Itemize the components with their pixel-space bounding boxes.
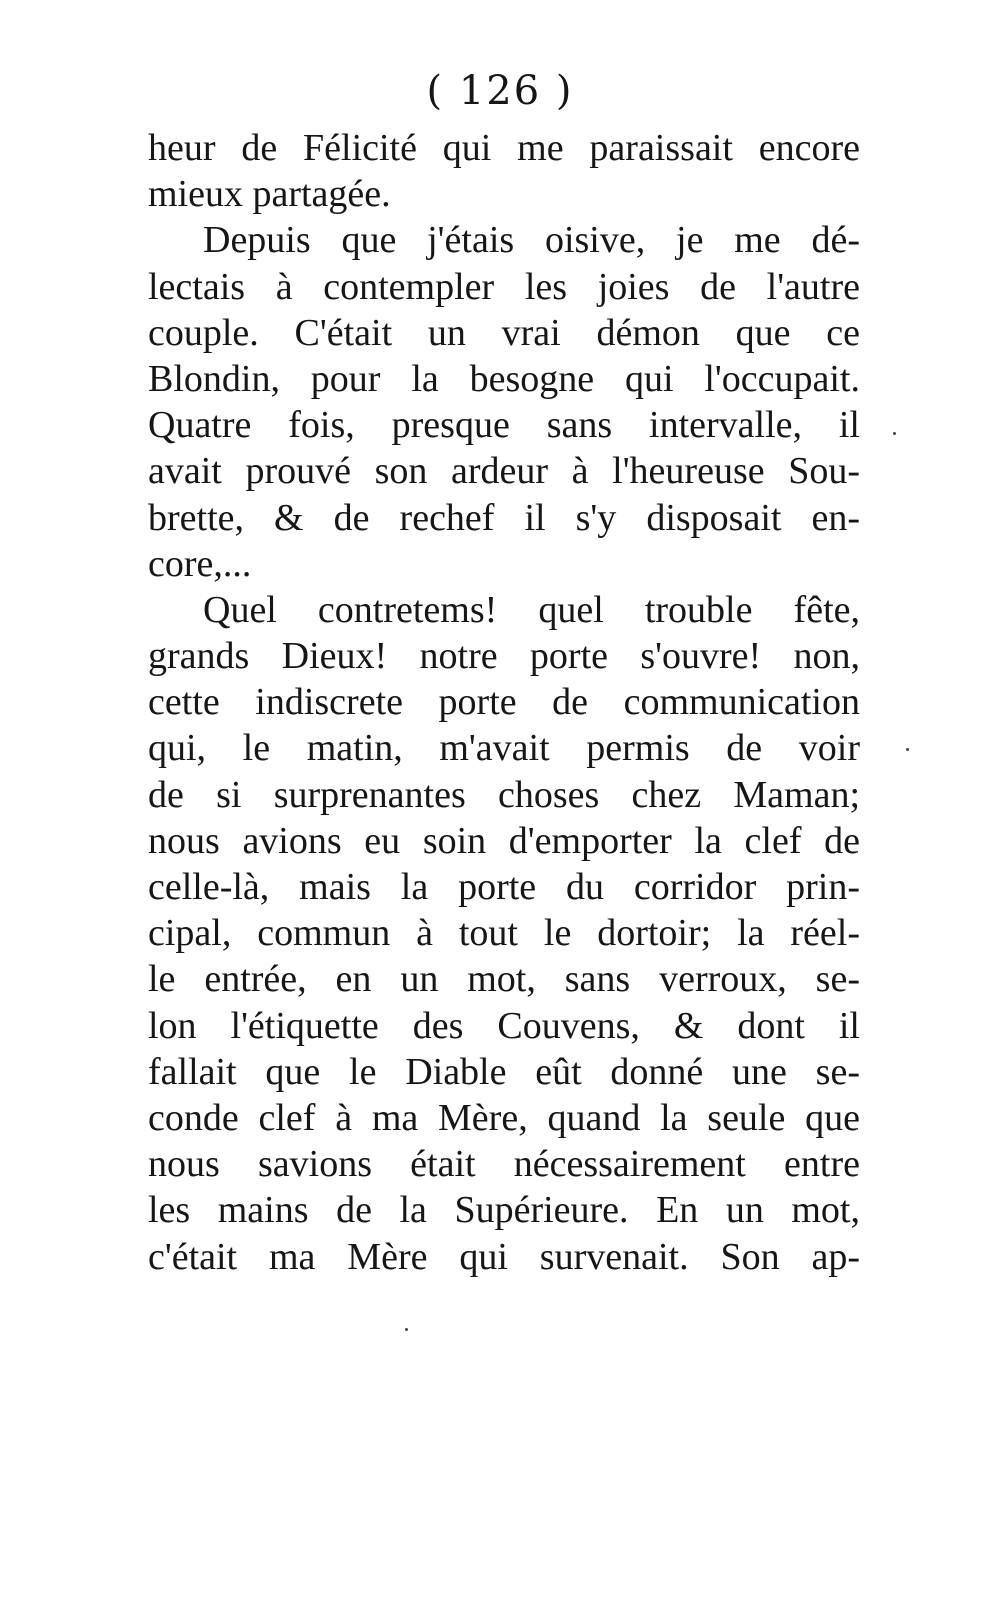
text-line: cette indiscrete porte de communication: [148, 681, 860, 724]
text-line: couple. C'était un vrai démon que ce: [148, 311, 860, 354]
text-line: de si surprenantes choses chez Maman;: [148, 773, 860, 816]
ink-speck: [906, 748, 909, 751]
text-line: le entrée, en un mot, sans verroux, se-: [148, 958, 860, 1001]
text-line: mieux partagée.: [148, 173, 391, 216]
ink-speck: [405, 1328, 408, 1331]
text-line: celle-là, mais la porte du corridor prin-: [148, 866, 860, 908]
text-line: nous savions était nécessairement entre: [148, 1143, 860, 1186]
text-line: grands Dieux! notre porte s'ouvre! non,: [148, 635, 860, 678]
text-line: Quel contretems! quel trouble fête,: [203, 588, 860, 631]
text-line: qui, le matin, m'avait permis de voir: [148, 727, 860, 770]
text-line: Quatre fois, presque sans intervalle, il: [148, 404, 860, 447]
text-line: core,...: [148, 542, 252, 585]
text-line: Blondin, pour la besogne qui l'occupait.: [148, 357, 860, 400]
text-line: c'était ma Mère qui survenait. Son ap-: [148, 1235, 860, 1278]
text-line: cipal, commun à tout le dortoir; la réel-: [148, 912, 860, 955]
ink-speck: [893, 432, 896, 435]
text-line: Depuis que j'étais oisive, je me dé-: [203, 219, 860, 262]
text-line: heur de Félicité qui me paraissait encore: [148, 127, 860, 169]
text-line: nous avions eu soin d'emporter la clef de: [148, 819, 860, 862]
text-line: les mains de la Supérieure. En un mot,: [148, 1189, 860, 1232]
text-line: fallait que le Diable eût donné une se-: [148, 1050, 860, 1093]
text-line: brette, & de rechef il s'y disposait en-: [148, 496, 860, 539]
text-line: lectais à contempler les joies de l'autre: [148, 265, 860, 308]
text-line: conde clef à ma Mère, quand la seule que: [148, 1096, 860, 1139]
page-number: ( 126 ): [426, 68, 574, 114]
body-text: [148, 125, 860, 1280]
text-line: lon l'étiquette des Couvens, & dont il: [148, 1004, 860, 1047]
text-line: avait prouvé son ardeur à l'heureuse Sou-: [148, 450, 860, 493]
